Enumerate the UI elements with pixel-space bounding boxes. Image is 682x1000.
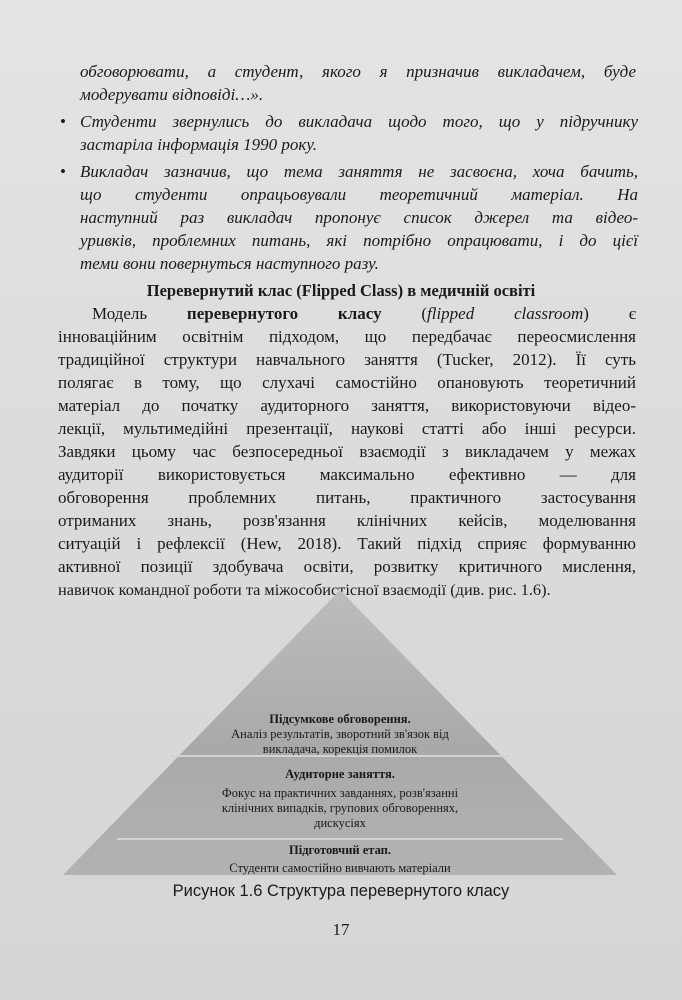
level-text: дискусіях [314,816,366,830]
bullet-list [58,110,638,279]
pyramid-level-middle [60,767,620,831]
text-line: що студенти опрацьовували теоретичний матеріал. На [80,185,638,204]
text-line: застаріла інформація 1990 року. [80,135,318,154]
text-span: ( [421,304,428,323]
body-paragraph [58,302,636,601]
text-line: уривків, проблемних питань, які потрібно опрацювати, і до цієї [80,231,638,250]
section-heading: Перевернутий клас (Flipped Class) в медичній освіті [146,281,536,300]
bullet-item [58,160,638,275]
text-line: Завдяки цьому час безпосередньої взаємодії з викладачем у межах [58,442,636,461]
text-line: ситуацій і рефлексії (Hew, 2018). Такий підхід сприяє формуванню [58,534,636,553]
text-line: отриманих знань, розв'язання клінічних кейсів, моделювання [58,511,636,530]
text-line: активної позиції здобувача освіти, розвитку критичного мислення, [58,557,636,576]
text-line: традиційної структури навчального заняття (Tucker, 2012). Її суть [58,350,636,369]
page-number: 17 [332,920,350,939]
level-text: Студенти самостійно вивчають матеріали [229,861,451,875]
text-line: лекції, мультимедійні презентації, наукові статті або інші ресурси. [58,419,636,438]
text-span: Модель [92,304,148,323]
text-line [58,302,636,325]
term-italic: flipped classroom [427,304,584,323]
text-line: аудиторії використовується максимально ефективно — для [58,465,636,484]
text-line: матеріал до початку аудиторного заняття, використовуючи відео- [58,396,636,415]
bullet-icon: • [60,112,66,131]
level-title: Аудиторне заняття. [285,767,395,781]
figure-caption: Рисунок 1.6 Структура перевернутого класу [172,882,510,900]
text-line: інноваційним освітнім підходом, що передбачає переосмислення [58,327,636,346]
text-line: Викладач зазначив, що тема заняття не засвоєна, хоча бачить, [80,162,638,181]
text-line: обговорення проблемних питань, практичного застосування [58,488,636,507]
continuation-paragraph [80,60,636,106]
bullet-icon: • [60,162,66,181]
level-text: викладача, корекція помилок [262,742,418,756]
text-line: навичок командної роботи та міжособистісної взаємодії (див. рис. 1.6). [58,580,551,599]
text-line: наступний раз викладач пропонує список джерел та відео- [80,208,638,227]
level-text: Фокус на практичних завданнях, розв'язанні [221,786,459,800]
text-line: теми вони повернуться наступного разу. [80,254,379,273]
bullet-item [58,110,638,156]
text-line: полягає в тому, що слухачі самостійно опановують теоретичний [58,373,636,392]
level-title: Підготовчий етап. [289,843,391,857]
text-span: ) є [583,304,636,323]
text-line: обговорювати, а студент, якого я призначив викладачем, буде [80,62,636,81]
level-text: Аналіз результатів, зворотний зв'язок від [231,727,449,741]
level-title: Підсумкове обговорення. [269,712,411,726]
text-line: Студенти звернулись до викладача щодо того, що у підручнику [80,112,638,131]
pyramid-level-top [60,712,620,757]
term-bold: перевернутого класу [186,304,382,323]
pyramid-level-bottom [60,843,620,876]
level-text: клінічних випадків, групових обговореннях, [221,801,459,815]
pyramid-figure [60,590,620,885]
text-line: модерувати відповіді…». [80,85,264,104]
